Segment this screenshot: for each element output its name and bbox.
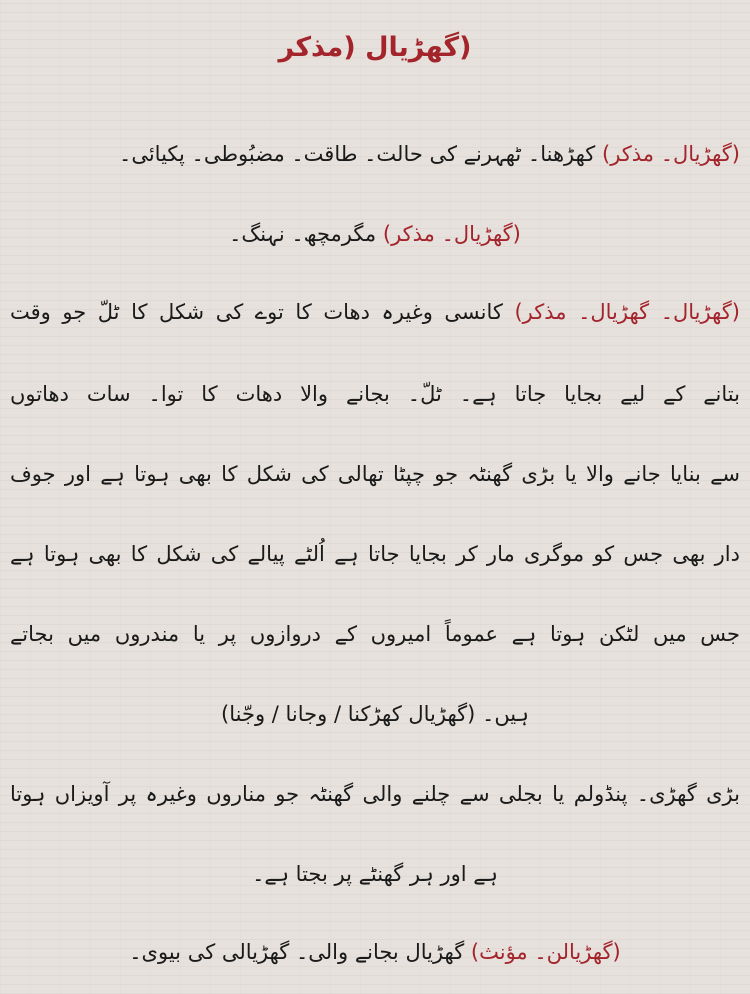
entry-headword: (گھڑیال۔ مذکر)	[602, 142, 740, 166]
entry-3-line-1	[10, 300, 740, 325]
entry-definition: کھڑھنا۔ ٹھہرنے کی حالت۔ طاقت۔ مضبُوطی۔ پکیائی۔	[119, 142, 596, 166]
entry-definition: بتانے کے لیے بجایا جاتا ہے۔ ٹلّ۔ بجانے والا دھات کا توا۔ سات دھاتوں	[10, 382, 740, 406]
entry-3-line-5	[10, 622, 740, 647]
entry-definition: گھڑیال بجانے والی۔ گھڑیالی کی بیوی۔	[129, 940, 465, 964]
entry-headword: (گھڑیال۔ گھڑیال۔ مذکر)	[514, 300, 740, 324]
entry-definition: کانسی وغیرہ دھات کا توے کی شکل کا ٹلّ جو وقت	[10, 300, 503, 324]
entry-definition: جس میں لٹکن ہوتا ہے عموماً امیروں کے دروازوں پر یا مندروں میں بجاتے	[10, 622, 740, 646]
entry-4-line-1	[10, 782, 740, 807]
entry-headword: (گھڑیالن۔ مؤنث)	[470, 940, 621, 964]
entry-3-line-2	[10, 382, 740, 407]
entry-5-line-1	[10, 940, 740, 965]
entry-definition: ہیں۔ (گھڑیال کھڑکنا / وجانا / وجّنا)	[221, 702, 529, 726]
entry-headword: (گھڑیال۔ مذکر)	[382, 222, 521, 246]
entry-4-line-2	[10, 862, 740, 887]
entry-3-line-6	[10, 702, 740, 727]
entry-2-line-1	[10, 222, 740, 247]
page-title: (گھڑیال (مذکر	[278, 32, 472, 63]
entry-definition: سے بنایا جانے والا یا بڑی گھنٹہ جو چپٹا تھالی کی شکل کا بھی ہوتا ہے اور جوف	[10, 462, 740, 486]
entry-3-line-3	[10, 462, 740, 487]
entry-1-line-1	[10, 142, 740, 167]
entry-3-line-4	[10, 542, 740, 567]
entry-definition: دار بھی جس کو موگری مار کر بجایا جاتا ہے اُلٹے پیالے کی شکل کا بھی ہوتا ہے	[10, 542, 740, 566]
entry-definition: مگرمچھ۔ نہنگ۔	[229, 222, 377, 246]
entry-definition: ہے اور ہر گھنٹے پر بجتا ہے۔	[252, 862, 498, 886]
entry-definition: بڑی گھڑی۔ پنڈولم یا بجلی سے چلنے والی گھنٹہ جو مناروں وغیرہ پر آویزاں ہوتا	[10, 782, 740, 806]
